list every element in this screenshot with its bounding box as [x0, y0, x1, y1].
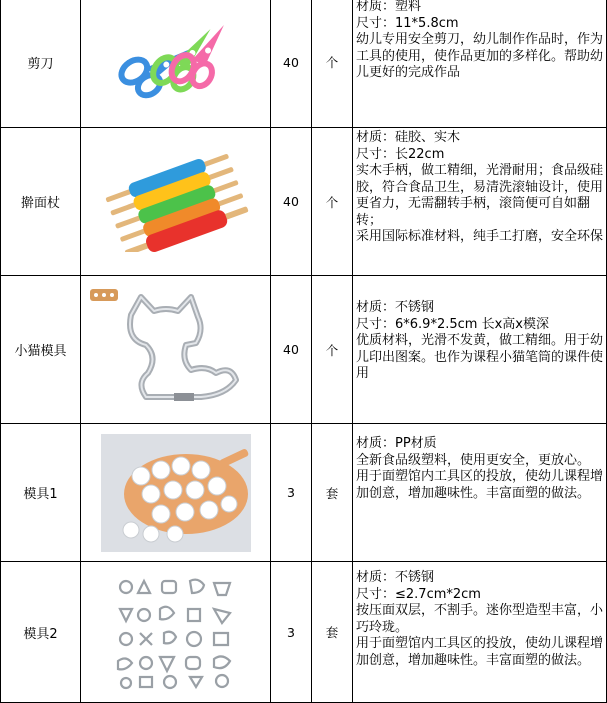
description-line: 材质：塑料: [356, 0, 422, 14]
table-row: [1, 424, 607, 562]
description-line: 材质：硅胶、实木: [356, 130, 461, 145]
description-line: 采用国际标准材料，纯手工打磨，安全环保: [356, 229, 604, 244]
description-line: 尺寸：11*5.8cm: [356, 15, 459, 31]
item-description: [353, 562, 607, 703]
description-line: 材质：不锈钢: [356, 570, 435, 585]
table-row: [1, 276, 607, 424]
item-description: [353, 276, 607, 424]
plunger-molds-image: [81, 424, 271, 562]
table-row: [1, 0, 607, 128]
description-line: 用于面塑馆内工具区的投放，使幼儿课程增加创意，增加趣味性。丰富面塑的做法。: [356, 469, 604, 501]
item-name: 擀面杖: [1, 128, 81, 276]
description-line: 全新食品级塑料，使用更安全，更放心。: [356, 452, 591, 468]
description-line: 尺寸：长22cm: [356, 146, 445, 162]
table-row: [1, 128, 607, 276]
item-unit: 套: [312, 424, 353, 562]
item-quantity: 40: [271, 276, 312, 424]
item-name: 剪刀: [1, 0, 81, 128]
scissors-image: [81, 0, 271, 128]
description-line: 幼儿专用安全剪刀，幼儿制作作品时，作为工具的使用，使作品更加的多样化。帮助幼儿更好的完成作品: [356, 32, 604, 80]
table-row: [1, 562, 607, 703]
item-unit: 个: [312, 128, 353, 276]
item-quantity: 3: [271, 424, 312, 562]
description-line: 实木手柄，做工精细，光滑耐用；食品级硅胶，符合食品卫生，易清洗滚轴设计，使用更省力，无需翻转手柄，滚筒便可自如翻转；: [356, 163, 604, 228]
item-quantity: 3: [271, 562, 312, 703]
rolling-pin-image: [81, 128, 271, 276]
description-line: 材质：PP材质: [356, 436, 437, 451]
description-line: 按压面双层，不割手。迷你型造型丰富，小巧玲珑。: [356, 603, 604, 635]
item-unit: 套: [312, 562, 353, 703]
item-description: [353, 128, 607, 276]
description-line: 尺寸：6*6.9*2.5cm 长x高x模深: [356, 316, 549, 332]
description-line: 尺寸：≤2.7cm*2cm: [356, 586, 481, 602]
cat-cutter-image: [81, 276, 271, 424]
metal-cutters-image: [81, 562, 271, 703]
item-quantity: 40: [271, 0, 312, 128]
item-description: [353, 424, 607, 562]
item-name: 模具2: [1, 562, 81, 703]
description-line: 用于面塑馆内工具区的投放，使幼儿课程增加创意，增加趣味性。丰富面塑的做法。: [356, 636, 604, 668]
description-line: 材质：不锈钢: [356, 300, 435, 315]
item-unit: 个: [312, 0, 353, 128]
item-name: 小猫模具: [1, 276, 81, 424]
item-name: 模具1: [1, 424, 81, 562]
item-description: [353, 0, 607, 128]
item-quantity: 40: [271, 128, 312, 276]
item-unit: 个: [312, 276, 353, 424]
description-line: 优质材料，光滑不发黄，做工精细。用于幼儿印出图案。也作为课程小猫笔筒的课件使用: [356, 333, 604, 381]
